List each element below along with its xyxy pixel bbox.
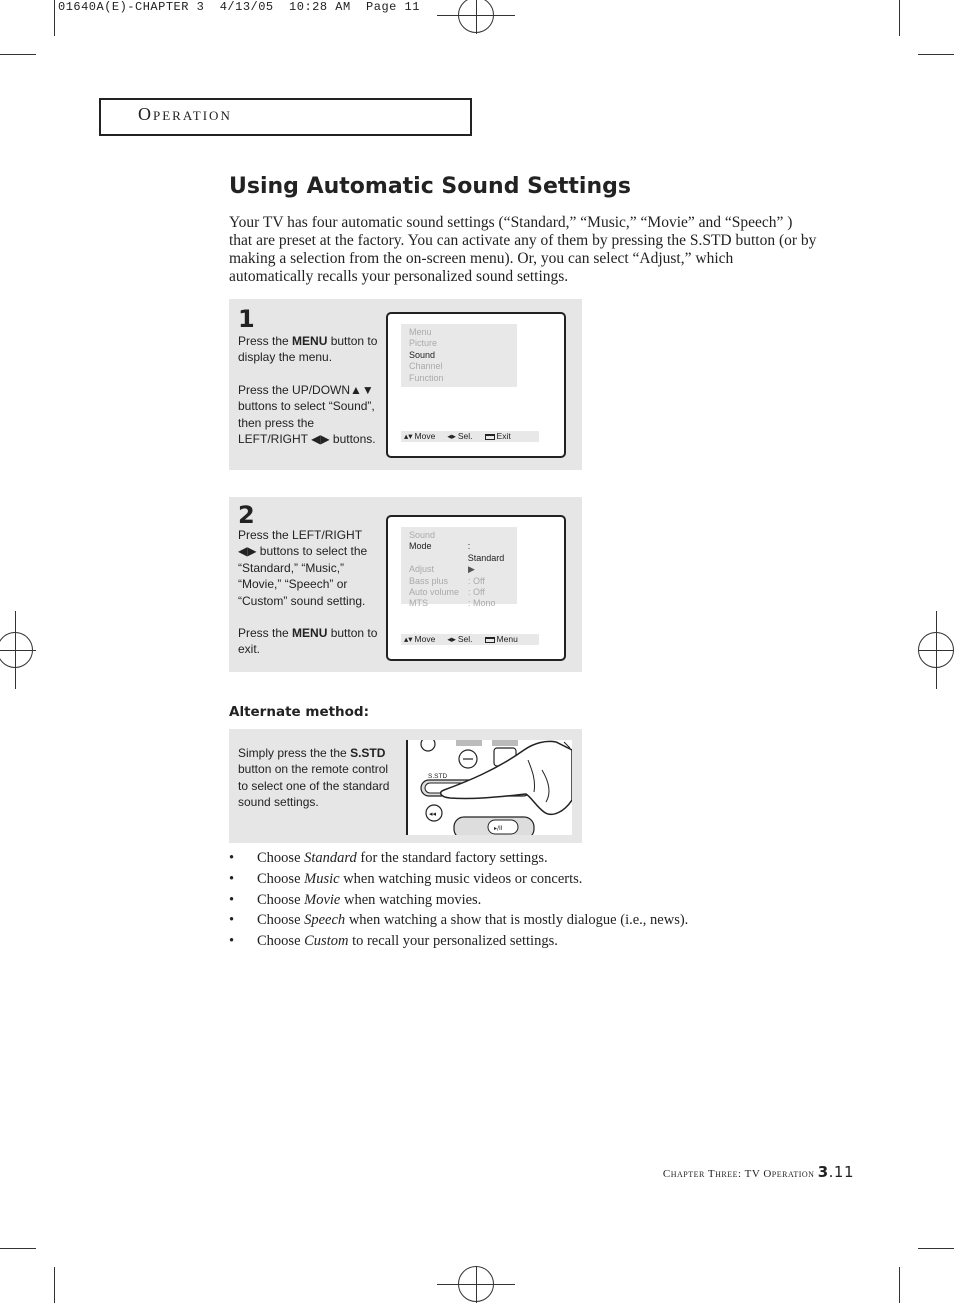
up-down-icon: ▴▾	[404, 634, 413, 644]
nav-sel-label: Sel.	[457, 634, 473, 644]
menu-row-auto-volume: Auto volume : Off	[409, 587, 485, 598]
alternate-method-heading: Alternate method:	[229, 704, 369, 720]
tv-screen	[386, 515, 566, 661]
step-number: 1	[238, 305, 255, 333]
nav-exit-label: Exit	[496, 431, 511, 441]
left-right-icon: ◂▸	[447, 431, 456, 441]
step-2-instructions	[238, 527, 380, 658]
osd-nav-bar	[401, 634, 539, 645]
svg-text:◂◂: ◂◂	[429, 810, 437, 818]
step-number: 2	[238, 501, 255, 529]
menu-key-icon	[485, 434, 495, 440]
crop-mark	[0, 1248, 36, 1249]
chapter-label: Chapter Three: TV Operation	[662, 1168, 815, 1180]
step-1-paragraph-1: Press the MENU button to display the menu.	[238, 334, 378, 365]
crop-mark	[54, 0, 55, 36]
osd-menu	[401, 324, 517, 387]
crop-mark	[918, 54, 954, 55]
menu-header-sound: Sound	[409, 530, 436, 540]
menu-item-picture: Picture	[409, 338, 438, 349]
menu-item-channel: Channel	[409, 361, 443, 372]
nav-move-label: Move	[414, 634, 436, 644]
step-2-paragraph-1: Press the LEFT/RIGHT ◀▶ buttons to select the “Standard,” “Music,” “Movie,” “Speech” or “Custom” sound setting.	[238, 528, 368, 608]
step-2-panel	[229, 497, 582, 672]
remote-control-illustration	[406, 740, 572, 835]
s-std-label: S.STD	[428, 773, 448, 780]
crop-mark	[899, 1267, 900, 1303]
crop-mark	[0, 54, 36, 55]
page-footer	[663, 1163, 854, 1181]
list-item: • Choose Music when watching music videos or concerts.	[229, 870, 583, 887]
menu-row-adjust: Adjust ▶	[409, 564, 475, 575]
print-slug: 01640A(E)-CHAPTER 3 4/13/05 10:28 AM Page 11	[58, 0, 420, 14]
menu-key-icon	[485, 637, 495, 643]
alternate-method-panel	[229, 729, 582, 843]
crop-mark	[918, 1248, 954, 1249]
svg-text:▸/II: ▸/II	[494, 825, 503, 832]
nav-move-label: Move	[414, 431, 436, 441]
menu-row-bass-plus: Bass plus : Off	[409, 575, 485, 586]
step-1-instructions	[238, 333, 380, 447]
crop-mark	[54, 1267, 55, 1303]
osd-sound-menu	[401, 527, 517, 609]
step-2-paragraph-2: Press the MENU button to exit.	[238, 626, 378, 657]
menu-item-sound: Sound	[409, 349, 436, 360]
page-number: 3.11	[817, 1163, 854, 1181]
crop-mark	[899, 0, 900, 36]
finger-pressing-button-illustration	[406, 740, 572, 835]
osd-nav-bar	[401, 431, 539, 442]
up-down-icon: ▴▾	[404, 431, 413, 441]
nav-sel-label: Sel.	[457, 431, 473, 441]
list-item: • Choose Custom to recall your personalized settings.	[229, 933, 558, 950]
list-item: • Choose Standard for the standard factory settings.	[229, 850, 548, 866]
menu-row-mode: Mode : Standard	[409, 541, 505, 563]
menu-item-function: Function	[409, 372, 444, 383]
list-item: • Choose Movie when watching movies.	[229, 891, 482, 908]
step-1-panel	[229, 299, 582, 470]
tv-screen	[386, 312, 566, 458]
list-item: • Choose Speech when watching a show that is mostly dialogue (i.e., news).	[229, 912, 689, 929]
nav-menu-label: Menu	[496, 634, 518, 644]
left-right-icon: ◂▸	[447, 634, 456, 644]
mode-bullet-list	[229, 848, 688, 952]
menu-item-menu: Menu	[409, 327, 432, 337]
menu-row-mts: MTS : Mono	[409, 598, 496, 609]
page-title: Using Automatic Sound Settings	[229, 174, 631, 199]
section-label: Operation	[138, 104, 232, 124]
alternate-method-text: Simply press the the S.STD button on the remote control to select one of the standard sound settings.	[238, 746, 390, 810]
step-1-paragraph-2: Press the UP/DOWN▲▼ buttons to select “Sound”, then press the LEFT/RIGHT ◀▶ buttons.	[238, 382, 376, 447]
intro-paragraph: Your TV has four automatic sound settings (“Standard,” “Music,” “Movie” and “Speech” ) that are preset at the factory. You can activate any of them by pressing the S.STD button (or by making a selection from the on-screen menu). Or, you can select “Adjust,” which automatically recalls your personalized sound settings.	[229, 214, 817, 285]
